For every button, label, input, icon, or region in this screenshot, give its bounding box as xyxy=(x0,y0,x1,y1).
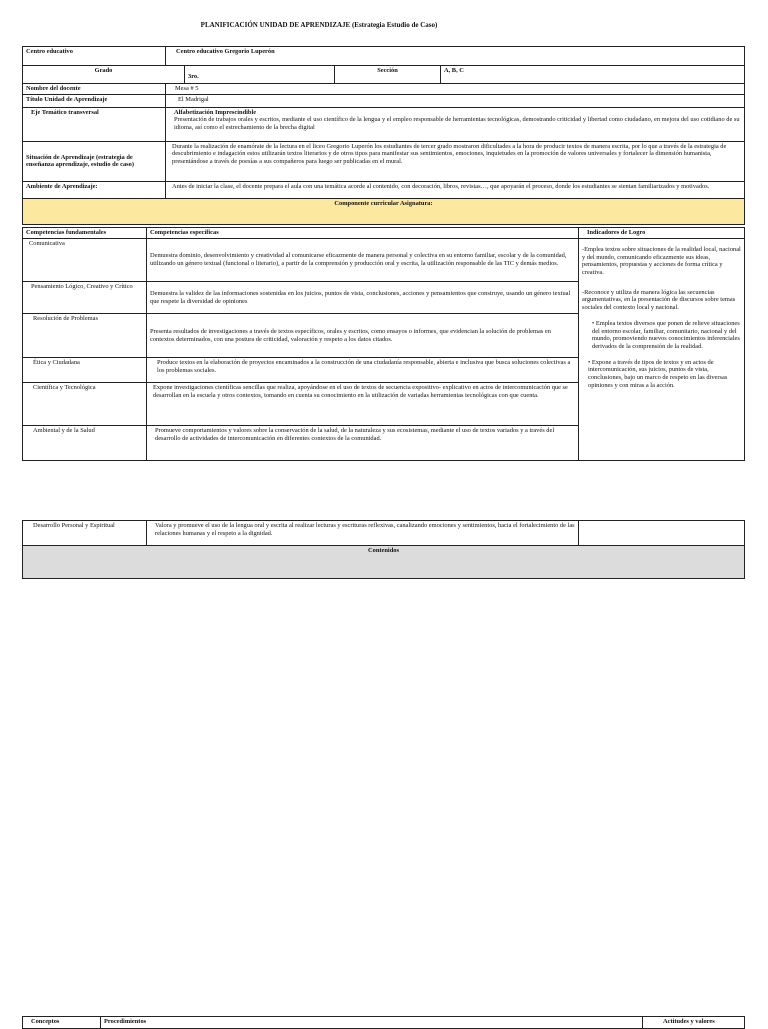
seccion-value: A, B, C xyxy=(441,66,745,84)
eje-text: Presentación de trabajos orales y escritos, mediante el uso científico de la lengua y el empleo responsable de herramientas tecnológicas, demostrando criticidad y libertad como ciudadano, en mejora del uso cotidiano de su idioma, así como el estrechamiento de la brecha digital xyxy=(174,116,740,132)
componente-curricular: Componente curricular Asignatura: xyxy=(23,198,745,224)
col-conceptos: Conceptos xyxy=(23,1017,101,1029)
competencia-text: Presenta resultados de investigaciones a través de textos específicos, orales y escritos, como ensayos o informes, que evidencian la solución de problemas en contextos determinados, con una postura de criticidad, valoración y respeto a los datos citados. xyxy=(147,314,579,358)
docente-value: Mesa # 5 xyxy=(166,84,745,95)
titulo-label: Título Unidad de Aprendizaje xyxy=(23,94,166,107)
competencia-text: Valora y promueve el uso de la lengua oral y escrita al realizar lecturas y escrituras reflexivas, canalizando emociones y sentimientos, hacia el fortalecimiento de las relaciones humanas y el respeto a la dignidad. xyxy=(147,521,579,546)
col-indicadores-logro: Indicadores de Logro xyxy=(579,228,745,239)
situacion-text: Durante la realización de enamórate de la lectura en el liceo Gregorio Luperón los estudiantes de tercer grado mostraron dificultades a la hora de producir textos de manera escrita, por lo que a través de la estrategia de descubrimiento e indagación estos utilizarán textos literarios y de otros tipos para manifestar sus sentimientos, emociones, inquietudes en la promoción de valores universales y fortalecer la dimensión humanista, presentándose a través de poesías a sus compañeros para luego ser publicadas en el mural. xyxy=(166,141,745,181)
competencia-text: Demuestra la validez de las informaciones sostenidas en los juicios, puntos de vista, conclusiones, acciones y pensamientos que construye, usando un género textual que respete la diversidad de opiniones xyxy=(147,282,579,314)
indicador-item: -Emplea textos sobre situaciones de la realidad local, nacional y del mundo, comunicando eficazmente sus ideas, pensamientos, propuestas y acciones de forma crítica y creativa. xyxy=(582,246,741,277)
col-competencias-especificas: Competencias específicas xyxy=(147,228,579,239)
competencia-name: Resolución de Problemas xyxy=(23,314,147,358)
competencia-text: Promueve comportamientos y valores sobre la conservación de la salud, de la naturaleza y sus ecosistemas, mediante el uso de textos variados y a través del desarrollo de actividades de intercomunicación en diferentes contextos de la comunidad. xyxy=(147,426,579,461)
situacion-label: Situación de Aprendizaje (estrategia de enseñanza aprendizaje, estudio de caso) xyxy=(23,141,166,181)
titulo-value: El Madrigal xyxy=(166,94,745,107)
contenidos-header: Contenidos xyxy=(23,546,745,579)
header-table xyxy=(22,46,745,225)
grado-label: Grado xyxy=(23,66,185,84)
col-procedimientos: Procedimientos xyxy=(101,1017,643,1029)
competencia-text: Demuestra dominio, desenvolvimiento y creatividad al comunicarse eficazmente de manera personal y colectiva en su entorno familiar, escolar y de la comunidad, utilizando un género textual (funcional o literario), a partir de la comprensión y producción oral y escrita, la utilización responsable de las TIC y demás medios. xyxy=(147,239,579,282)
grado-value: 3ro. xyxy=(185,66,335,84)
ambiente-text: Antes de iniciar la clase, el docente prepara el aula con una temática acorde al contenido, con decoración, libros, revistas…, que apoyarán el proceso, donde los estudiantes se sientan familiarizados y motivados. xyxy=(166,181,745,198)
desarrollo-table xyxy=(22,520,745,579)
col-actitudes: Actitudes y valores xyxy=(643,1017,745,1029)
indicadores-cell xyxy=(579,239,745,461)
col-competencias-fundamentales: Competencias fundamentales xyxy=(23,228,147,239)
indicador-item: • Emplea textos diversos que ponen de relieve situaciones del entorno escolar, familiar, comunitario, nacional y del mundo, promoviendo nuevos conocimientos inferenciales derivados de la comprensión de la realidad. xyxy=(592,319,740,350)
indicador-item: -Reconoce y utiliza de manera lógica las secuencias argumentativas, en la presentación de discursos sobre temas sociales del contexto local y nacional. xyxy=(582,288,736,312)
competencia-name: Comunicativa xyxy=(23,239,147,282)
competencia-name: Pensamiento Lógico, Creativo y Crítico xyxy=(23,282,147,314)
centro-label: Centro educativo xyxy=(23,47,166,66)
indicadores-empty-cell xyxy=(579,521,745,546)
centro-value: Centro educativo Gregorio Luperón xyxy=(166,47,745,66)
eje-label: Eje Temático transversal xyxy=(23,107,166,141)
docente-label: Nombre del docente xyxy=(23,84,166,95)
eje-heading: Alfabetización Imprescindible xyxy=(174,108,257,116)
document-title: PLANIFICACIÓN UNIDAD DE APRENDIZAJE (Estrategia Estudio de Caso) xyxy=(200,21,438,29)
competencia-name: Desarrollo Personal y Espiritual xyxy=(23,521,147,546)
competencia-name: Ambiental y de la Salud xyxy=(23,426,147,461)
competencias-table xyxy=(22,227,745,461)
ambiente-label: Ambiente de Aprendizaje: xyxy=(23,181,166,198)
competencia-text: Expone investigaciones científicas sencillas que realiza, apoyándose en el uso de textos de secuencia expositivo- explicativo en actos de intercomunicación que se desarrollan en la escuela y otros contextos, tomando en cuenta su conocimiento en la utilización de variadas herramientas tecnológicas con que cuenta. xyxy=(147,383,579,426)
competencia-text: Produce textos en la elaboración de proyectos encaminados a la construcción de una ciudadanía responsable, abierta e inclusiva que busca soluciones colectivas a los problemas sociales. xyxy=(147,358,579,383)
bottom-table xyxy=(22,1016,745,1029)
competencia-name: Científica y Tecnológica xyxy=(23,383,147,426)
competencia-name: Ética y Ciudadana xyxy=(23,358,147,383)
seccion-label: Sección xyxy=(335,66,441,84)
indicador-item: • Expone a través de tipos de textos y en actos de intercomunicación, sus juicios, puntos de vista, conclusiones, bajo un marco de respeto en las diversas opiniones y con miras a la acción. xyxy=(588,358,728,389)
eje-cell xyxy=(166,107,745,141)
